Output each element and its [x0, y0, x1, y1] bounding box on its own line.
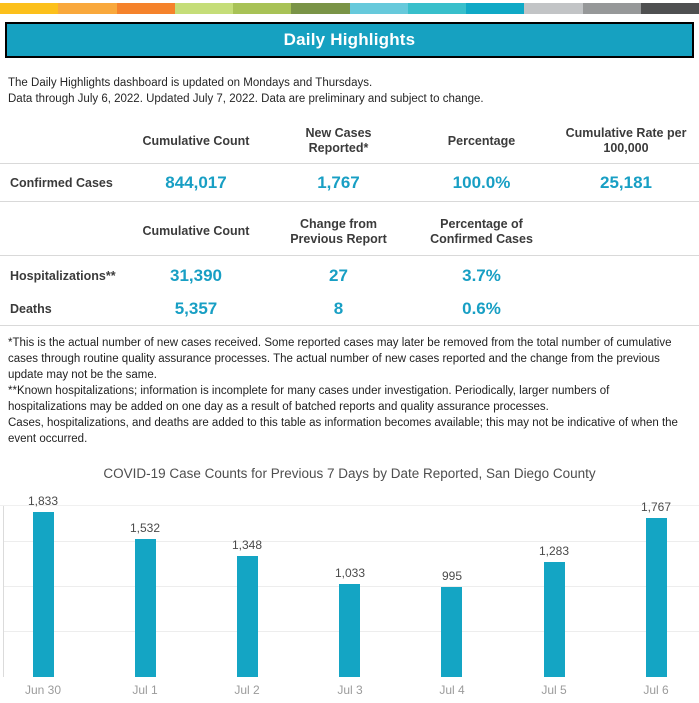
strip-segment-9	[466, 3, 524, 14]
intro-text	[8, 75, 699, 107]
hospitalizations-change: 27	[329, 266, 348, 285]
hospitalizations-cumulative-count: 31,390	[170, 266, 222, 285]
x-tick-jul-4: Jul 4	[439, 683, 465, 697]
row-label-confirmed-cases: Confirmed Cases	[10, 175, 113, 190]
outcomes-table	[0, 208, 699, 326]
outcomes-table-header-row	[0, 208, 699, 256]
confirmed-cases-table	[0, 119, 699, 202]
x-tick-jul-1: Jul 1	[132, 683, 158, 697]
bar-jul-5[interactable]	[544, 562, 565, 677]
strip-segment-10	[524, 3, 582, 14]
x-tick-jul-2: Jul 2	[234, 683, 260, 697]
deaths-cumulative-count: 5,357	[174, 299, 218, 318]
cases-header-cumulative-count: Cumulative Count	[142, 133, 250, 148]
bar-value-label-jul-6: 1,767	[640, 500, 672, 514]
x-axis-labels	[0, 683, 699, 703]
outcomes-header-pct-confirmed: Percentage of Confirmed Cases	[430, 216, 533, 246]
bar-jun-30[interactable]	[33, 512, 54, 677]
confirmed-cases-cumulative-count: 844,017	[165, 172, 227, 192]
x-tick-jul-3: Jul 3	[337, 683, 363, 697]
strip-segment-1	[0, 3, 58, 14]
bar-jul-1[interactable]	[135, 539, 156, 677]
footnote-hospitalizations: **Known hospitalizations; information is incomplete for many cases under investigation. Periodically, larger numbers of hospitalizations may be added on one day as a result of batched reports and quality assurance processes.	[8, 385, 610, 413]
cases-table-header-row	[0, 119, 699, 164]
bar-jul-3[interactable]	[339, 584, 360, 677]
bar-value-label-jul-1: 1,532	[129, 521, 161, 535]
table-row-hospitalizations	[0, 259, 699, 293]
bar-value-label-jul-5: 1,283	[538, 544, 570, 558]
confirmed-cases-percentage: 100.0%	[452, 172, 511, 192]
cases-header-cumulative-rate: Cumulative Rate per 100,000	[565, 126, 687, 155]
deaths-change: 8	[333, 299, 344, 318]
deaths-pct: 0.6%	[462, 299, 501, 318]
y-axis-line	[3, 506, 4, 677]
bar-value-label-jul-4: 995	[441, 569, 463, 583]
bar-jul-2[interactable]	[237, 556, 258, 677]
footnote-availability: Cases, hospitalizations, and deaths are added to this table as information becomes available; this may not be indicative of when the event occurred.	[8, 417, 678, 445]
row-label-deaths: Deaths	[10, 302, 52, 316]
strip-segment-2	[58, 3, 116, 14]
brand-color-strip	[0, 3, 699, 14]
strip-segment-8	[408, 3, 466, 14]
title-banner	[5, 22, 694, 58]
table-row-deaths	[0, 293, 699, 326]
x-tick-jun-30: Jun 30	[24, 683, 62, 697]
case-counts-bar-chart	[0, 494, 699, 677]
table-row-confirmed-cases	[0, 164, 699, 202]
bar-jul-6[interactable]	[646, 518, 667, 677]
strip-segment-12	[641, 3, 699, 14]
strip-segment-11	[583, 3, 641, 14]
outcomes-header-cumulative-count: Cumulative Count	[142, 224, 250, 238]
outcomes-header-change: Change from Previous Report	[290, 216, 387, 246]
strip-segment-6	[291, 3, 349, 14]
footnote-new-cases: *This is the actual number of new cases received. Some reported cases may later be removed from the total number of cumulative cases through routine quality assurance processes. The actual number of new cases reported and the change from the previous update may not be the same.	[8, 337, 672, 381]
cases-header-new-cases: New Cases Reported*	[305, 126, 372, 155]
strip-segment-4	[175, 3, 233, 14]
bar-value-label-jun-30: 1,833	[27, 494, 59, 508]
cases-header-percentage: Percentage	[447, 133, 516, 148]
row-label-hospitalizations: Hospitalizations**	[10, 269, 116, 283]
strip-segment-3	[117, 3, 175, 14]
bar-value-label-jul-3: 1,033	[334, 566, 366, 580]
page-title: Daily Highlights	[283, 30, 416, 49]
gridline-1500	[4, 541, 699, 542]
confirmed-cases-rate: 25,181	[600, 172, 652, 192]
footnotes	[8, 335, 691, 447]
intro-line-2: Data through July 6, 2022. Updated July 7, 2022. Data are preliminary and subject to change.	[8, 93, 484, 105]
intro-line-1: The Daily Highlights dashboard is updated on Mondays and Thursdays.	[8, 77, 373, 89]
strip-segment-5	[233, 3, 291, 14]
strip-segment-7	[350, 3, 408, 14]
bar-jul-4[interactable]	[441, 587, 462, 677]
hospitalizations-pct: 3.7%	[462, 266, 501, 285]
x-tick-jul-6: Jul 6	[643, 683, 669, 697]
confirmed-cases-new-cases: 1,767	[317, 172, 360, 192]
chart-title: COVID-19 Case Counts for Previous 7 Days by Date Reported, San Diego County	[103, 466, 596, 481]
x-tick-jul-5: Jul 5	[541, 683, 567, 697]
bar-value-label-jul-2: 1,348	[231, 538, 263, 552]
